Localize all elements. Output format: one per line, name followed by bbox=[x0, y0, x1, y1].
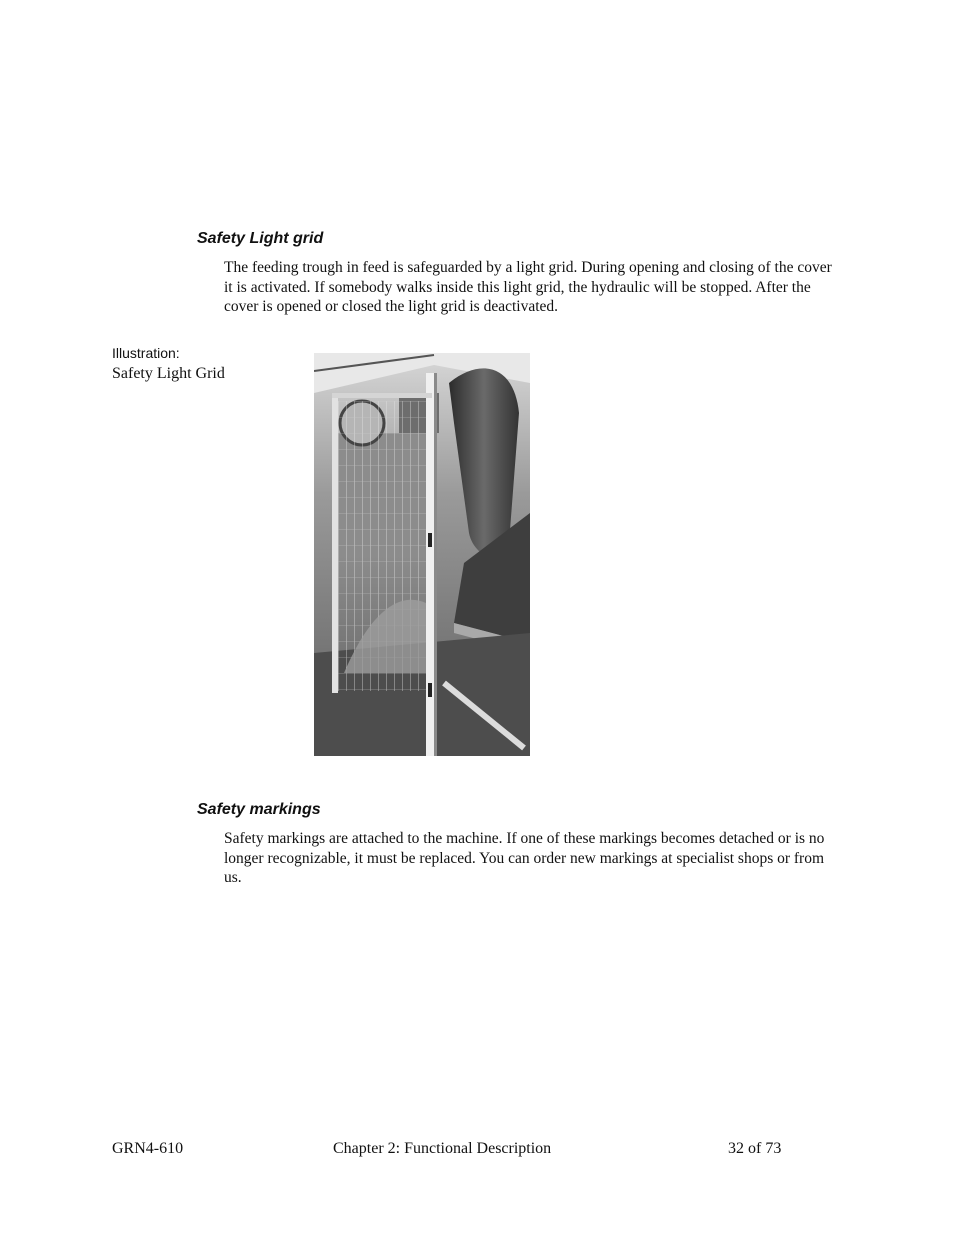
section-heading-markings: Safety markings bbox=[197, 801, 321, 818]
machine-photo-illustration bbox=[314, 353, 530, 756]
figure-title: Safety Light Grid bbox=[112, 365, 225, 382]
section-heading-light-grid: Safety Light grid bbox=[197, 230, 324, 247]
footer-chapter: Chapter 2: Functional Description bbox=[333, 1140, 552, 1157]
figure-label: Illustration: bbox=[112, 345, 180, 361]
footer-page-number: 32 of 73 bbox=[728, 1140, 782, 1157]
section-body-markings: Safety markings are attached to the machine. If one of these markings becomes detached or is no longer recognizable, it must be replaced. You can order new markings at specialist shops or from us. bbox=[224, 830, 825, 886]
safety-light-grid-photo bbox=[314, 353, 530, 756]
footer-doc-id: GRN4-610 bbox=[112, 1140, 184, 1157]
section-body-light-grid: The feeding trough in feed is safeguarded by a light grid. During opening and closing of the cover it is activated. If somebody walks inside this light grid, the hydraulic will be stopped. After the cover is opened or closed the light grid is deactivated. bbox=[224, 259, 832, 315]
